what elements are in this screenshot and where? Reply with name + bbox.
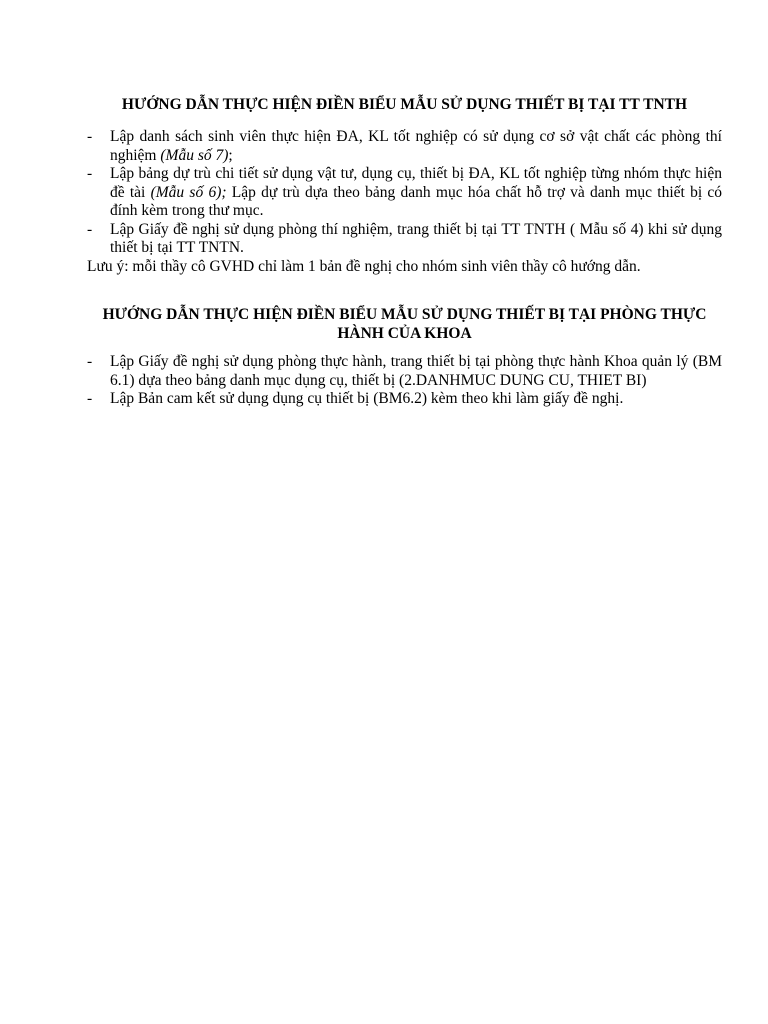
note-text: Lưu ý: mỗi thầy cô GVHD chỉ làm 1 bản đề nghị cho nhóm sinh viên thầy cô hướng dẫn. (87, 257, 641, 275)
item-text-end: ; (228, 146, 233, 164)
list-dash: - (87, 353, 93, 370)
list-dash: - (87, 220, 93, 238)
list-item (87, 390, 722, 409)
list-dash: - (87, 128, 93, 145)
list-dash: - (87, 390, 93, 407)
section-title-tt-tnth: HƯỚNG DẪN THỰC HIỆN ĐIỀN BIỂU MẪU SỬ DỤNG THIẾT BỊ TẠI TT TNTH (121, 96, 688, 113)
item-text: Lập bảng dự trù chi tiết sử dụng vật tư, dụng cụ, thiết bị ĐA, KL tốt nghiệp từng nhóm thực hiện đề tài (110, 165, 722, 201)
item-text: Lập Bản cam kết sử dụng dụng cụ thiết bị (BM6.2) kèm theo khi làm giấy đề nghị. (110, 390, 624, 407)
instruction-list-tt-tnth (87, 128, 722, 258)
section-title-practice-room: HƯỚNG DẪN THỰC HIỆN ĐIỀN BIỂU MẪU SỬ DỤNG THIẾT BỊ TẠI PHÒNG THỰC HÀNH CỦA KHOA (102, 306, 707, 342)
list-item (87, 165, 722, 221)
list-item (87, 221, 722, 258)
list-item (87, 128, 722, 165)
item-text: Lập Giấy đề nghị sử dụng phòng thí nghiệm, trang thiết bị tại TT TNTH ( Mẫu số 4) khi sử dụng thiết bị tại TT TNTN. (110, 220, 722, 256)
item-form-reference: (Mẫu số 6); (150, 183, 227, 201)
instruction-list-practice-room (87, 353, 722, 409)
item-form-reference: (Mẫu số 7) (160, 146, 229, 164)
list-item (87, 353, 722, 390)
item-text-end: Lập dự trù dựa theo bảng danh mục hóa chất hỗ trợ và danh mục thiết bị có đính kèm trong thư mục. (110, 183, 723, 219)
document-page (87, 95, 722, 409)
item-text: Lập danh sách sinh viên thực hiện ĐA, KL tốt nghiệp có sử dụng cơ sở vật chất các phòng thí nghiệm (110, 128, 722, 164)
section-tt-tnth (87, 95, 722, 276)
section-practice-room (87, 305, 722, 409)
item-text: Lập Giấy đề nghị sử dụng phòng thực hành, trang thiết bị tại phòng thực hành Khoa quản lý (BM 6.1) dựa theo bảng danh mục dụng cụ, thiết bị (2.DANHMUC DUNG CU, THIET BI) (110, 353, 722, 389)
list-dash: - (87, 165, 93, 182)
